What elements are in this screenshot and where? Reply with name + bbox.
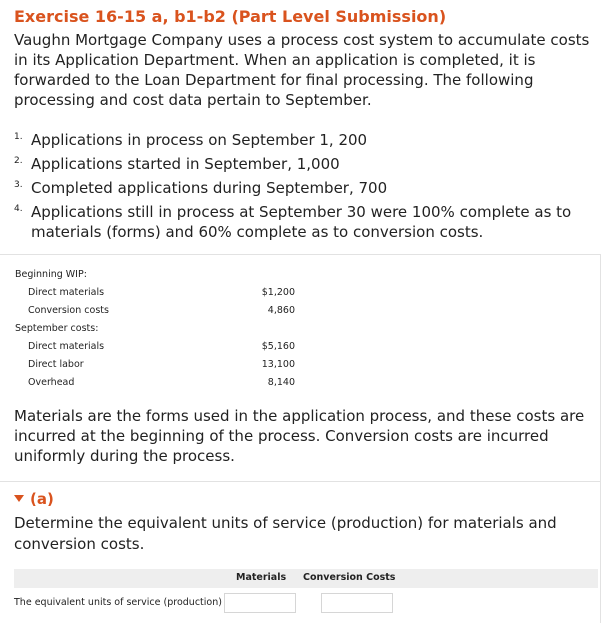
cost-section-header <box>15 266 305 284</box>
beginning-wip-label: Beginning WIP: <box>15 269 87 280</box>
fact-item <box>14 130 599 150</box>
fact-item <box>14 154 599 174</box>
cost-row <box>15 284 305 302</box>
cost-row <box>15 338 305 356</box>
exercise-title: Exercise 16-15 a, b1-b2 (Part Level Submission) <box>14 7 447 26</box>
cost-amount: 8,140 <box>267 377 295 388</box>
cost-row <box>15 356 305 374</box>
part-a-toggle[interactable] <box>14 490 54 508</box>
part-a-heading: (a) <box>30 490 54 508</box>
cost-amount: 13,100 <box>261 359 295 370</box>
cost-label: Direct labor <box>28 359 84 370</box>
fact-item <box>14 202 599 242</box>
fact-text: Applications in process on September 1, 200 <box>31 131 368 149</box>
cost-row <box>15 374 305 392</box>
materials-equivalent-units-input[interactable] <box>224 593 296 613</box>
fact-text: Applications still in process at September 30 were 100% complete as to materials (forms) and 60% complete as to conversion costs. <box>31 203 572 241</box>
facts-list <box>14 130 599 246</box>
conversion-costs-column-header: Conversion Costs <box>303 572 396 583</box>
answer-table-header <box>14 569 598 588</box>
cost-label: Overhead <box>28 377 75 388</box>
cost-table <box>15 266 305 392</box>
cost-label: Direct materials <box>28 341 105 352</box>
cost-section-header <box>15 320 305 338</box>
fact-number: 3. <box>14 180 23 190</box>
intro-paragraph: Vaughn Mortgage Company uses a process cost system to accumulate costs in its Application Department. When an application is completed, it is forwarded to the Loan Department for final processing. The following processing and cost data pertain to September. <box>14 31 590 109</box>
cost-amount: $1,200 <box>261 287 295 298</box>
cost-label: Conversion costs <box>28 305 109 316</box>
cost-amount: 4,860 <box>267 305 295 316</box>
collapse-triangle-icon[interactable] <box>14 495 24 502</box>
fact-number: 4. <box>14 204 23 214</box>
fact-text: Applications started in September, 1,000 <box>31 155 340 173</box>
fact-number: 1. <box>14 132 23 142</box>
conversion-equivalent-units-input[interactable] <box>321 593 393 613</box>
cost-amount: $5,160 <box>261 341 295 352</box>
part-a-section <box>0 482 601 623</box>
materials-note: Materials are the forms used in the application process, and these costs are incurred at the beginning of the process. Conversion costs are incurred uniformly during the process. <box>14 407 585 465</box>
september-costs-label: September costs: <box>15 323 99 334</box>
fact-number: 2. <box>14 156 23 166</box>
part-a-instruction: Determine the equivalent units of service (production) for materials and conversion costs. <box>14 514 557 553</box>
fact-item <box>14 178 599 198</box>
equivalent-units-label: The equivalent units of service (production) <box>14 597 222 608</box>
fact-text: Completed applications during September, 700 <box>31 179 388 197</box>
cost-label: Direct materials <box>28 287 105 298</box>
materials-column-header: Materials <box>236 572 287 583</box>
cost-row <box>15 302 305 320</box>
